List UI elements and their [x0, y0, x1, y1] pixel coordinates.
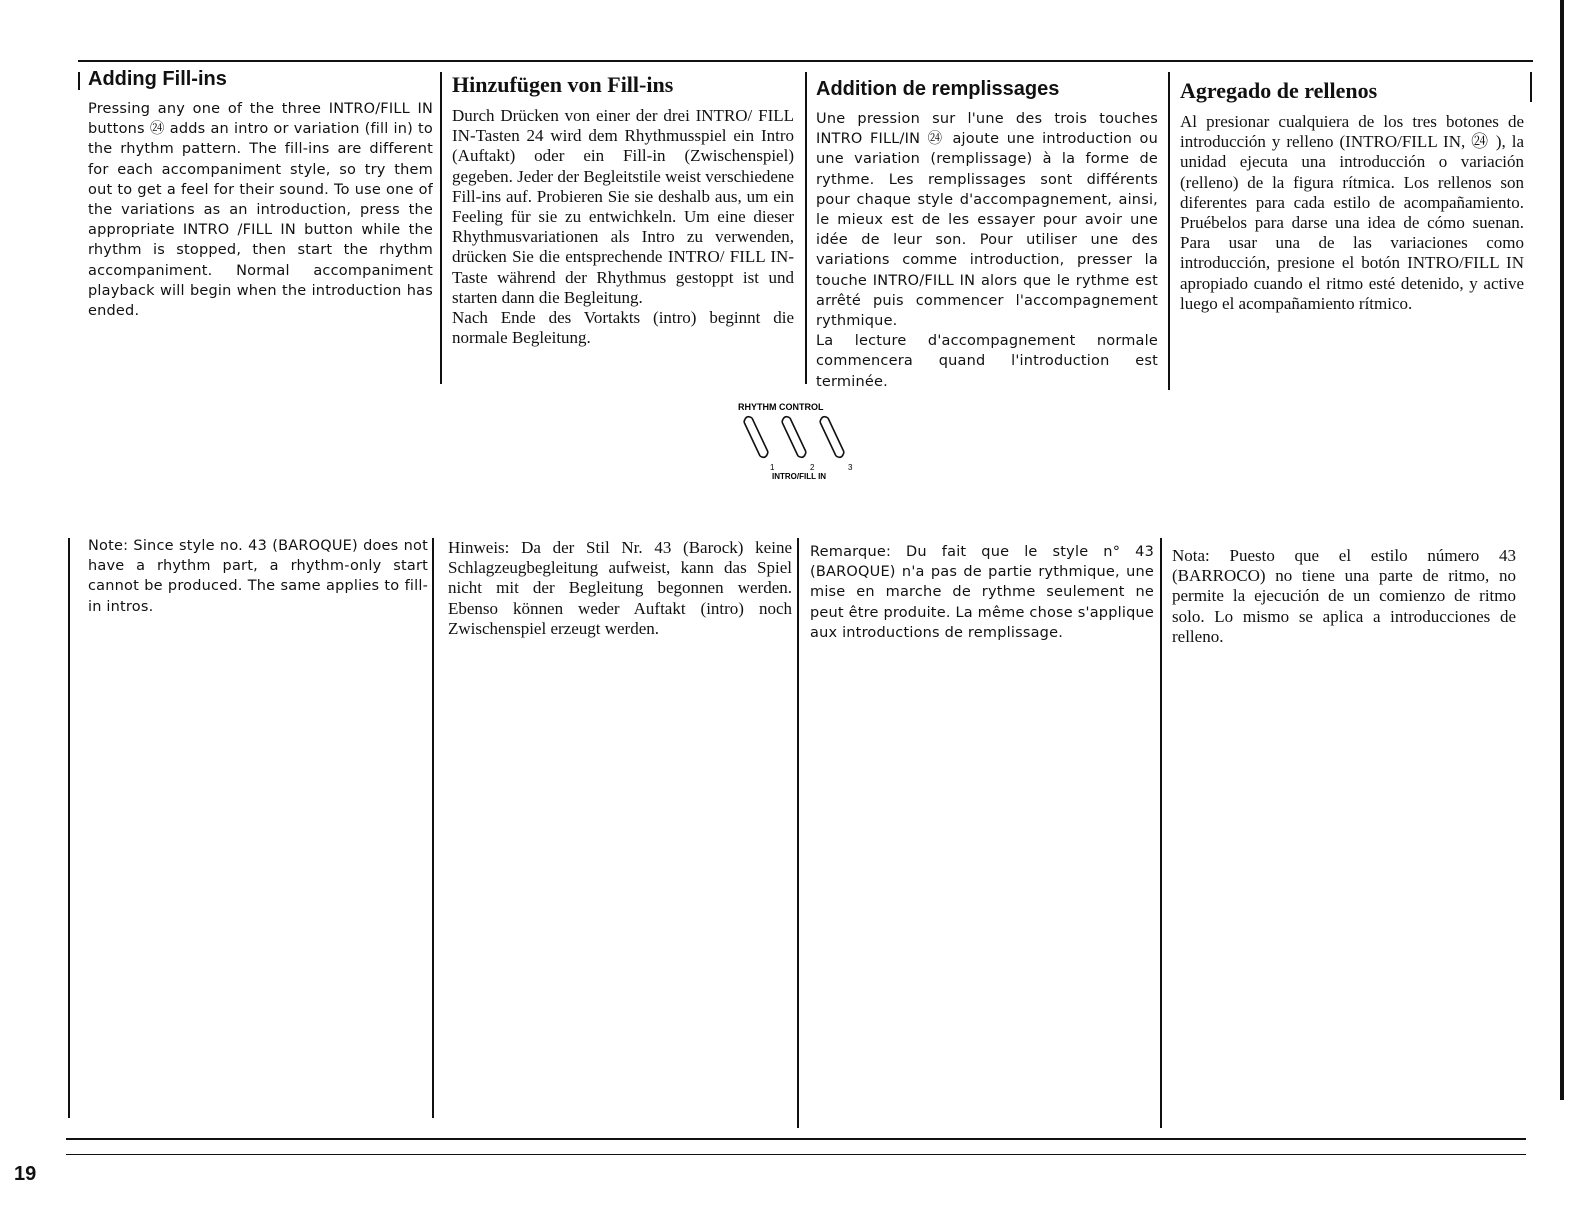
divider-upper-4	[1168, 72, 1170, 390]
body-french-2: La lecture d'accompagnement normale commencera quand l'introduction est terminée.	[816, 333, 1158, 390]
note-spanish	[1172, 546, 1516, 647]
divider-lower-3	[797, 538, 799, 1128]
body-english: Pressing any one of the three INTRO/FILL IN buttons ㉔ adds an intro or variation (fill in) to the rhythm pattern. The fill-ins are different for each accompaniment style, so try them out to get a feel for their sound. To use one of the variations as an introduction, press the appropriate INTRO /FILL IN button while the rhythm is stopped, then start the rhythm accompaniment. Normal accompaniment playback will begin when the introduction has ended.	[88, 101, 433, 320]
column-french	[816, 78, 1158, 392]
note-french	[810, 542, 1154, 643]
body-german: Durch Drücken von einer der drei INTRO/ FILL IN-Tasten 24 wird dem Rhythmusspiel ein Intro (Auftakt) oder ein Fill-in (Zwischenspiel) gegeben. Jeder der Begleitstile weist verschiedene Fill-ins auf. Probieren Sie sie deshalb aus, um ein Feeling für sie zu entwichkeln. Um eine dieser Rhythmusvariationen als Intro zu verwenden, drücken Sie die entsprechende INTRO/ FILL IN-Taste während der Rhythmus gestoppt ist und starten dann die Begleitung.	[452, 106, 794, 307]
divider-upper-3	[805, 72, 807, 384]
divider-upper-5	[1530, 72, 1532, 102]
column-english	[88, 68, 433, 321]
section-title-german: Hinzufügen von Fill-ins	[452, 72, 674, 97]
body-german-2: Nach Ende des Vortakts (intro) beginnt die normale Begleitung.	[452, 308, 794, 348]
column-spanish	[1180, 78, 1524, 314]
section-title-english: Adding Fill-ins	[88, 68, 227, 90]
note-english	[88, 536, 428, 617]
right-edge-rule	[1560, 0, 1564, 1100]
divider-upper-1	[78, 72, 80, 90]
note-german-text: Hinweis: Da der Stil Nr. 43 (Barock) keine Schlagzeugbegleitung aufweist, kann das Spiel nicht mit der Begleitung begonnen werden. Ebenso können weder Auftakt (intro) noch Zwischenspiel erzeugt werden.	[448, 538, 792, 638]
section-title-spanish: Agregado de rellenos	[1180, 78, 1378, 103]
section-title-french: Addition de remplissages	[816, 78, 1060, 100]
note-french-text: Remarque: Du fait que le style n° 43 (BAROQUE) n'a pas de partie rythmique, une mise en marche de rythme seulement ne peut être produite. La même chose s'applique aux introductions de remplissage.	[810, 544, 1154, 641]
rhythm-control-diagram	[730, 400, 870, 490]
divider-lower-2	[432, 538, 434, 1118]
bottom-rule	[66, 1138, 1526, 1140]
diagram-label: INTRO/FILL IN	[772, 472, 827, 481]
note-german	[448, 538, 792, 639]
divider-lower-1	[68, 538, 70, 1118]
divider-upper-2	[440, 72, 442, 384]
diagram-title: RHYTHM CONTROL	[738, 402, 824, 412]
intro-fill-button-3-icon	[820, 417, 844, 458]
column-german	[452, 72, 794, 348]
note-english-text: Note: Since style no. 43 (BAROQUE) does not have a rhythm part, a rhythm-only start cannot be produced. The same applies to fill-in intros.	[88, 538, 428, 615]
bottom-rule-lower	[66, 1154, 1526, 1155]
top-rule	[78, 60, 1533, 62]
intro-fill-button-2-icon	[782, 417, 806, 458]
page-number: 19	[14, 1163, 37, 1185]
body-spanish: Al presionar cualquiera de los tres botones de introducción y relleno (INTRO/FILL IN, ㉔ ), la unidad ejecuta una introducción o variación (relleno) de la figura rítmica. Los rellenos son diferentes para cada estilo de acompañamiento. Pruébelos para darse una idea de cómo suenan. Para usar una de las variaciones como introducción, presione el botón INTRO/FILL IN apropiado cuando el ritmo esté detenido, y active luego el acompañamiento rítmico.	[1180, 112, 1524, 313]
button-number-1: 1	[770, 463, 775, 472]
divider-lower-4	[1160, 538, 1162, 1128]
note-spanish-text: Nota: Puesto que el estilo número 43 (BARROCO) no tiene una parte de ritmo, no permite la ejecución de un comienzo de ritmo solo. Lo mismo se aplica a introducciones de relleno.	[1172, 546, 1516, 646]
intro-fill-button-1-icon	[744, 417, 768, 458]
button-number-2: 2	[810, 463, 815, 472]
button-number-3: 3	[848, 463, 853, 472]
body-french: Une pression sur l'une des trois touches INTRO FILL/IN ㉔ ajoute une introduction ou une variation (remplissage) à la forme de rythme. Les remplissages sont différents pour chaque style d'accompagnement, ainsi, le mieux est de les essayer pour avoir une idée de leur son. Pour utiliser une des variations comme introduction, presser la touche INTRO/FILL IN alors que le rythme est arrêté puis commencer l'accompagnement rythmique.	[816, 111, 1158, 330]
